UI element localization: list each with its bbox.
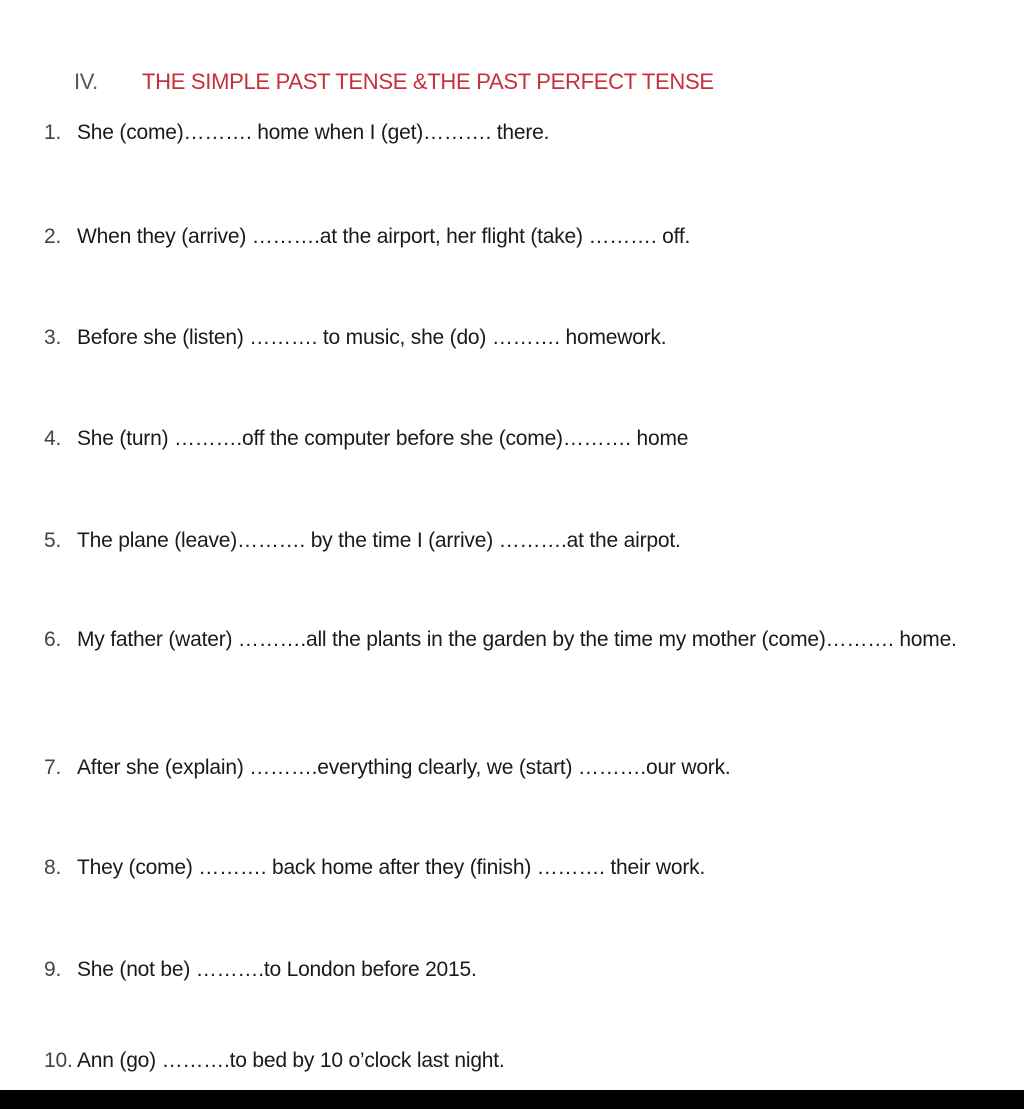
section-number: IV. bbox=[74, 69, 98, 94]
exercise-item-5 bbox=[44, 528, 974, 554]
exercise-item-4 bbox=[44, 426, 974, 452]
exercise-text: She (turn) ……….off the computer before she (come)………. home bbox=[77, 427, 689, 450]
exercise-text: She (come)………. home when I (get)………. there. bbox=[77, 121, 550, 144]
exercise-item-9 bbox=[44, 957, 974, 983]
exercise-number: 4. bbox=[44, 427, 62, 450]
exercise-text: Ann (go) ……….to bed by 10 o’clock last night. bbox=[77, 1049, 505, 1072]
exercise-item-6 bbox=[44, 627, 974, 653]
exercise-text: They (come) ………. back home after they (finish) ………. their work. bbox=[77, 856, 706, 879]
exercise-number: 9. bbox=[44, 958, 62, 981]
exercise-number: 3. bbox=[44, 326, 62, 349]
exercise-item-2 bbox=[44, 224, 974, 250]
exercise-item-3 bbox=[44, 325, 974, 351]
exercise-item-7 bbox=[44, 755, 974, 781]
section-title: THE SIMPLE PAST TENSE &THE PAST PERFECT TENSE bbox=[142, 69, 714, 94]
exercise-item-8 bbox=[44, 855, 974, 881]
exercise-number: 8. bbox=[44, 856, 62, 879]
bottom-bar bbox=[0, 1090, 1024, 1109]
exercise-number: 6. bbox=[44, 628, 62, 651]
exercise-number: 10. bbox=[44, 1049, 73, 1072]
exercise-text: After she (explain) ……….everything clearly, we (start) ……….our work. bbox=[77, 756, 731, 779]
exercise-number: 2. bbox=[44, 225, 62, 248]
exercise-text: The plane (leave)………. by the time I (arrive) ……….at the airpot. bbox=[77, 529, 681, 552]
exercise-text: When they (arrive) ……….at the airport, her flight (take) ………. off. bbox=[77, 225, 691, 248]
exercise-text: My father (water) ……….all the plants in the garden by the time my mother (come)………. home. bbox=[77, 628, 957, 651]
exercise-item-10 bbox=[44, 1048, 974, 1074]
exercise-number: 1. bbox=[44, 121, 62, 144]
exercise-text: She (not be) ……….to London before 2015. bbox=[77, 958, 477, 981]
exercise-item-1 bbox=[44, 120, 974, 146]
exercise-number: 5. bbox=[44, 529, 62, 552]
section-heading bbox=[74, 64, 714, 100]
exercise-number: 7. bbox=[44, 756, 62, 779]
exercise-text: Before she (listen) ………. to music, she (do) ………. homework. bbox=[77, 326, 667, 349]
